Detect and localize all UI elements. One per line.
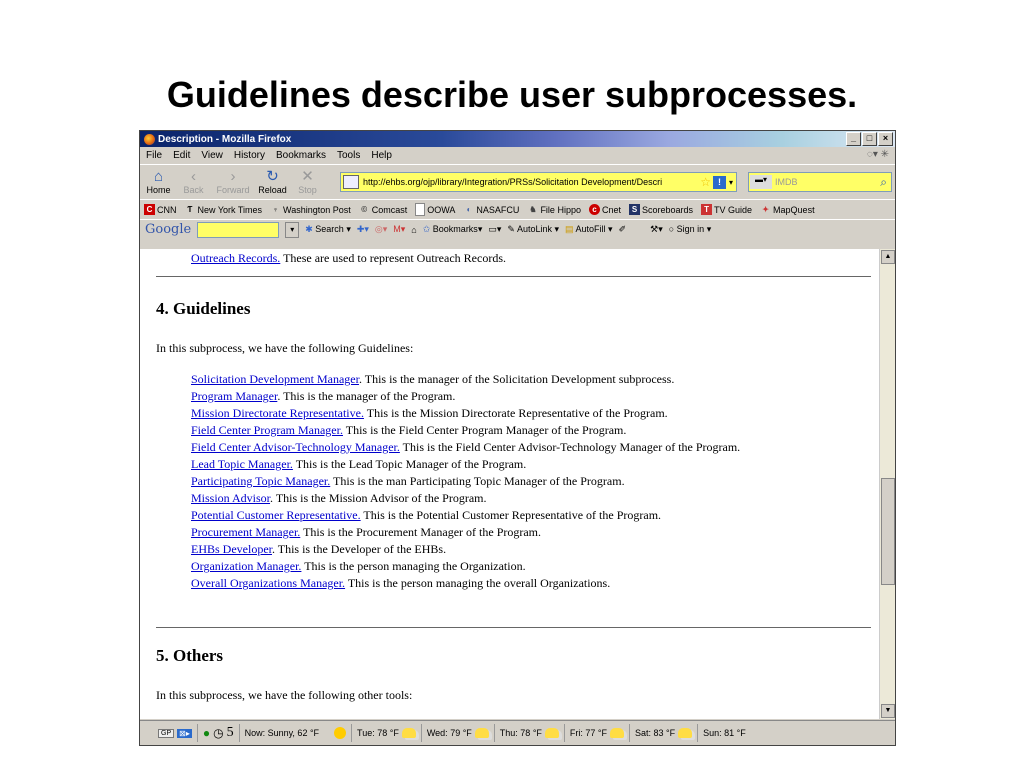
guideline-link[interactable]: Potential Customer Representative. <box>191 508 361 522</box>
list-item: Mission Advisor. This is the Mission Advisor of the Program. <box>191 491 487 505</box>
search-engine-icon[interactable]: ▬▾ <box>750 175 772 189</box>
count-badge: 5 <box>226 725 234 740</box>
slide-title: Guidelines describe user subprocesses. <box>166 74 858 115</box>
sun-icon <box>334 727 346 739</box>
autofill-icon: ▤ <box>565 224 574 234</box>
list-item: Overall Organizations Manager. This is the person managing the overall Organizations. <box>191 576 611 590</box>
autolink-button[interactable]: ✎ AutoLink ▾ <box>507 224 559 234</box>
info-icon[interactable]: ! <box>713 176 726 189</box>
maximize-button[interactable]: □ <box>862 132 877 146</box>
weather-wed[interactable]: Wed: 79 °F <box>422 724 495 742</box>
scroll-down-icon[interactable]: ▼ <box>881 704 895 718</box>
scoreboards-icon: S <box>629 204 640 215</box>
menu-tools[interactable]: Tools <box>337 150 361 161</box>
bookmarks-toolbar <box>140 199 895 219</box>
list-item: Potential Customer Representative. This is the Potential Customer Representative of the Program. <box>191 508 662 522</box>
bookmark-wapo[interactable]: ♆ Washington Post <box>270 204 351 215</box>
status-left <box>140 724 198 742</box>
weather-sat[interactable]: Sat: 83 °F <box>630 724 698 742</box>
close-button[interactable]: × <box>878 132 893 146</box>
list-item: Field Center Advisor-Technology Manager. This is the Field Center Advisor-Technology Manager of the Program. <box>191 440 741 454</box>
filehippo-icon: ♞ <box>529 205 537 214</box>
guideline-link[interactable]: Lead Topic Manager. <box>191 457 293 471</box>
menu-history[interactable]: History <box>233 150 265 161</box>
browser-window <box>139 130 896 746</box>
guideline-link[interactable]: Overall Organizations Manager. <box>191 576 346 590</box>
url-dropdown-icon[interactable]: ▾ <box>728 177 733 187</box>
google-search-icon: ✱ <box>305 224 313 234</box>
page-icon <box>415 203 425 216</box>
page-icon <box>343 175 359 189</box>
scroll-up-icon[interactable]: ▲ <box>881 250 895 264</box>
building-icon[interactable]: ⌂ <box>411 224 417 235</box>
list-item: Field Center Program Manager. This is the Field Center Program Manager of the Program. <box>191 423 627 437</box>
url-text[interactable]: http://ehbs.org/ojp/library/Integration/PRSs/Solicitation Development/Descri <box>363 177 663 187</box>
page-content <box>140 249 880 719</box>
pagerank-icon[interactable]: ◎▾ <box>374 224 388 234</box>
throbber-icon: ◌▾ ✳ <box>866 149 889 160</box>
guideline-link[interactable]: Field Center Program Manager. <box>191 423 343 437</box>
bookmark-scoreboards[interactable]: S Scoreboards <box>629 204 693 215</box>
bookmark-cnet[interactable]: c Cnet <box>589 204 621 215</box>
wand-icon: ✎ <box>507 224 515 234</box>
divider <box>156 276 871 277</box>
weather-now[interactable]: Now: Sunny, 62 °F <box>240 724 352 742</box>
home-button[interactable]: ⌂ Home <box>146 168 171 195</box>
back-arrow-icon: ‹ <box>191 168 196 185</box>
guideline-link[interactable]: Solicitation Development Manager <box>191 372 359 386</box>
section-heading-others: 5. Others <box>156 646 224 665</box>
addon-icon[interactable]: ⊠▸ <box>179 728 190 738</box>
search-bar[interactable] <box>748 172 892 192</box>
outreach-records-link[interactable]: Outreach Records. <box>191 251 281 265</box>
clock-icon[interactable]: ◷ <box>213 726 224 740</box>
google-search-button[interactable]: ✱ Search ▾ <box>305 224 351 234</box>
nyt-icon: Ƭ <box>187 205 193 214</box>
partly-cloudy-icon <box>610 728 624 738</box>
green-status-icon[interactable]: ● <box>202 726 211 740</box>
list-item: Procurement Manager. This is the Procurement Manager of the Program. <box>191 525 542 539</box>
google-toolbar <box>140 219 895 239</box>
guideline-link[interactable]: Mission Advisor <box>191 491 271 505</box>
list-item: Mission Directorate Representative. This is the Mission Directorate Representative of the Program. <box>191 406 668 420</box>
scroll-thumb[interactable] <box>881 478 895 585</box>
list-item: Solicitation Development Manager. This is the manager of the Solicitation Development subprocess. <box>191 372 675 386</box>
guideline-link[interactable]: Participating Topic Manager. <box>191 474 331 488</box>
forward-button[interactable]: › Forward <box>216 168 250 195</box>
pencil-icon[interactable]: ✐ <box>618 224 627 234</box>
cnn-icon: C <box>144 204 155 215</box>
bookmark-tvguide[interactable]: T TV Guide <box>701 204 752 215</box>
guideline-link[interactable]: EHBs Developer <box>191 542 272 556</box>
list-item: Participating Topic Manager. This is the man Participating Topic Manager of the Program. <box>191 474 625 488</box>
guideline-link[interactable]: Field Center Advisor-Technology Manager. <box>191 440 400 454</box>
status-bar <box>140 720 895 745</box>
url-bar[interactable] <box>340 172 737 192</box>
partly-cloudy-icon <box>475 728 489 738</box>
section-heading-guidelines: 4. Guidelines <box>156 299 251 318</box>
comcast-icon: © <box>361 205 368 214</box>
bookmark-filehippo[interactable]: ♞ File Hippo <box>529 204 581 215</box>
list-item: Lead Topic Manager. This is the Lead Topic Manager of the Program. <box>191 457 527 471</box>
guideline-link[interactable]: Procurement Manager. <box>191 525 301 539</box>
weather-fri[interactable]: Fri: 77 °F <box>565 724 630 742</box>
signin-button[interactable]: ○ Sign in ▾ <box>668 224 712 234</box>
stop-icon: ✕ <box>301 168 314 185</box>
menu-edit[interactable]: Edit <box>173 150 191 161</box>
list-item: Organization Manager. This is the person managing the Organization. <box>191 559 526 573</box>
bookmark-comcast[interactable]: © Comcast <box>359 204 408 215</box>
stop-button[interactable]: ✕ Stop <box>298 168 317 195</box>
google-search-input[interactable] <box>197 222 279 238</box>
star-icon[interactable]: ☆ <box>700 175 711 189</box>
firefox-icon <box>144 134 155 145</box>
weather-thu[interactable]: Thu: 78 °F <box>495 724 565 742</box>
weather-sun[interactable]: Sun: 81 °F <box>703 728 746 738</box>
partly-cloudy-icon <box>545 728 559 738</box>
menu-view[interactable]: View <box>201 150 223 161</box>
nasafcu-icon: ◐ <box>466 205 472 214</box>
menu-file[interactable]: File <box>146 150 163 161</box>
forward-arrow-icon: › <box>230 168 236 185</box>
weather-tue[interactable]: Tue: 78 °F <box>352 724 422 742</box>
partly-cloudy-icon <box>402 728 416 738</box>
google-bookmarks-button[interactable]: ✩ Bookmarks▾ <box>422 224 483 234</box>
menu-help[interactable]: Help <box>371 150 392 161</box>
list-item: Outreach Records. These are used to represent Outreach Records. <box>191 251 506 265</box>
gp-icon[interactable]: GP <box>158 729 174 738</box>
window-icon[interactable]: ▭▾ <box>488 224 502 234</box>
status-icons <box>198 724 240 742</box>
tvguide-icon: T <box>701 204 712 215</box>
gmail-icon[interactable]: M▾ <box>393 224 406 234</box>
title-bar <box>140 131 895 147</box>
autofill-button[interactable]: ▤ AutoFill ▾ <box>565 224 613 234</box>
navigation-toolbar <box>140 164 895 199</box>
bookmark-nasafcu[interactable]: ◐ NASAFCU <box>463 204 519 215</box>
google-logo: Google <box>145 222 192 237</box>
plus-icon[interactable]: ✚▾ <box>356 224 369 234</box>
bookmark-star-icon: ✩ <box>422 224 431 234</box>
section-intro: In this subprocess, we have the following Guidelines: <box>156 341 414 355</box>
reload-icon: ↻ <box>266 168 279 185</box>
cnet-icon: c <box>589 204 600 215</box>
list-item: Program Manager. This is the manager of the Program. <box>191 389 456 403</box>
window-title: Description - Mozilla Firefox <box>158 133 292 145</box>
guideline-link[interactable]: Mission Directorate Representative. <box>191 406 364 420</box>
reload-button[interactable]: ↻ Reload <box>258 168 287 195</box>
minimize-button[interactable]: _ <box>846 132 861 146</box>
google-dropdown-button[interactable]: ▾ <box>285 222 299 238</box>
wrench-icon[interactable]: ⚒▾ <box>650 224 663 234</box>
guideline-link[interactable]: Program Manager <box>191 389 278 403</box>
partly-cloudy-icon <box>678 728 692 738</box>
wapo-icon: ♆ <box>272 205 279 214</box>
menu-bar <box>140 147 895 164</box>
list-item: EHBs Developer. This is the Developer of the EHBs. <box>191 542 447 556</box>
vertical-scrollbar[interactable] <box>879 249 895 719</box>
user-icon: ○ <box>668 224 675 234</box>
search-input[interactable]: IMDB <box>775 177 798 187</box>
bookmark-oowa[interactable]: OOWA <box>415 203 455 216</box>
home-icon: ⌂ <box>153 168 164 185</box>
mapquest-icon: ✦ <box>762 205 769 214</box>
section-intro: In this subprocess, we have the following other tools: <box>156 688 413 702</box>
divider <box>156 627 871 628</box>
guideline-link[interactable]: Organization Manager. <box>191 559 302 573</box>
bookmark-nyt[interactable]: Ƭ New York Times <box>185 204 263 215</box>
bookmark-mapquest[interactable]: ✦ MapQuest <box>760 204 815 215</box>
search-icon[interactable]: ⌕ <box>880 174 887 189</box>
menu-bookmarks[interactable]: Bookmarks <box>275 150 326 161</box>
back-button[interactable]: ‹ Back <box>183 168 204 195</box>
bookmark-cnn[interactable]: C CNN <box>144 204 177 215</box>
